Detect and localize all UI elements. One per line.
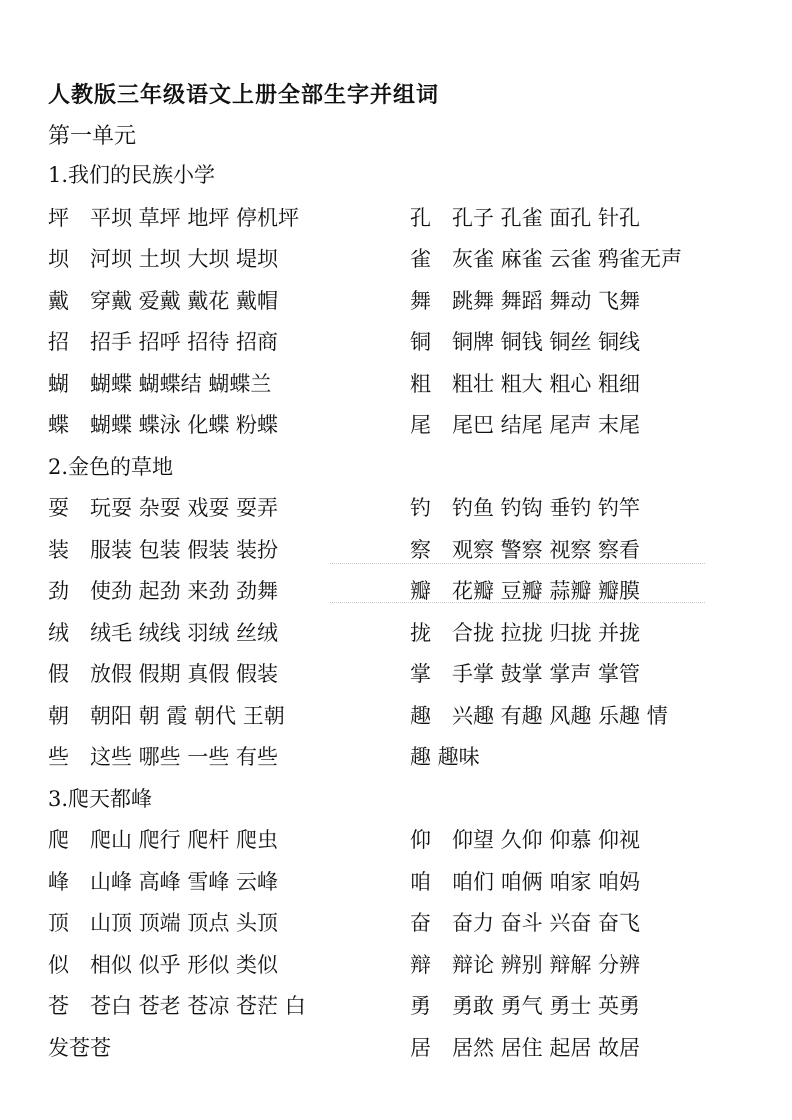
word-row-left: 蝶 蝴蝶 蝶泳 化蝶 粉蝶	[48, 413, 279, 437]
word-row-right: 拢 合拢 拉拢 归拢 并拢	[410, 621, 641, 645]
word-row-right: 铜 铜牌 铜钱 铜丝 铜线	[410, 330, 641, 354]
word-row-left: 劲 使劲 起劲 来劲 劲舞	[48, 579, 279, 603]
word-row-right: 趣 趣味	[410, 745, 480, 769]
dotted-rule	[330, 563, 705, 564]
word-row-left: 戴 穿戴 爱戴 戴花 戴帽	[48, 289, 279, 313]
lesson-3-title: 3.爬天都峰	[48, 787, 153, 811]
word-row-right: 舞 跳舞 舞蹈 舞动 飞舞	[410, 289, 641, 313]
word-row-right: 掌 手掌 鼓掌 掌声 掌管	[410, 662, 641, 686]
word-row-right: 粗 粗壮 粗大 粗心 粗细	[410, 372, 641, 396]
word-row-right: 仰 仰望 久仰 仰慕 仰视	[410, 828, 641, 852]
word-row-right: 辩 辩论 辨别 辩解 分辨	[410, 953, 641, 977]
word-row-right: 勇 勇敢 勇气 勇士 英勇	[410, 994, 641, 1018]
word-row-right: 雀 灰雀 麻雀 云雀 鸦雀无声	[410, 247, 683, 271]
word-row-left: 些 这些 哪些 一些 有些	[48, 745, 279, 769]
word-row-right: 瓣 花瓣 豆瓣 蒜瓣 瓣膜	[410, 579, 641, 603]
word-row-left: 似 相似 似乎 形似 类似	[48, 953, 279, 977]
word-row-right: 孔 孔子 孔雀 面孔 针孔	[410, 206, 641, 230]
word-row-left: 绒 绒毛 绒线 羽绒 丝绒	[48, 621, 279, 645]
word-row-left: 坝 河坝 土坝 大坝 堤坝	[48, 247, 279, 271]
word-row-left: 峰 山峰 高峰 雪峰 云峰	[48, 870, 279, 894]
word-row-right: 钓 钓鱼 钓钩 垂钓 钓竿	[410, 496, 641, 520]
word-row-left: 装 服装 包装 假装 装扮	[48, 538, 279, 562]
word-row-left: 苍 苍白 苍老 苍凉 苍茫 白	[48, 994, 306, 1018]
word-row-left: 爬 爬山 爬行 爬杆 爬虫	[48, 828, 279, 852]
word-row-right: 趣 兴趣 有趣 风趣 乐趣 情	[410, 704, 668, 728]
word-row-left: 顶 山顶 顶端 顶点 头顶	[48, 911, 279, 935]
word-row-right: 居 居然 居住 起居 故居	[410, 1036, 641, 1060]
dotted-rule	[330, 602, 705, 603]
word-row-right: 咱 咱们 咱俩 咱家 咱妈	[410, 870, 641, 894]
page-title: 人教版三年级语文上册全部生字并组词	[48, 82, 440, 108]
word-row-right: 尾 尾巴 结尾 尾声 末尾	[410, 413, 641, 437]
word-row-left: 招 招手 招呼 招待 招商	[48, 330, 279, 354]
word-row-right: 察 观察 警察 视察 察看	[410, 538, 641, 562]
word-row-left: 发苍苍	[48, 1036, 111, 1060]
word-row-left: 蝴 蝴蝶 蝴蝶结 蝴蝶兰	[48, 372, 272, 396]
word-row-right: 奋 奋力 奋斗 兴奋 奋飞	[410, 911, 641, 935]
unit-heading: 第一单元	[48, 124, 137, 149]
word-row-left: 朝 朝阳 朝 霞 朝代 王朝	[48, 704, 285, 728]
word-row-left: 假 放假 假期 真假 假装	[48, 662, 279, 686]
word-row-left: 耍 玩耍 杂耍 戏耍 耍弄	[48, 496, 279, 520]
lesson-2-title: 2.金色的草地	[48, 455, 174, 479]
word-row-left: 坪 平坝 草坪 地坪 停机坪	[48, 206, 300, 230]
lesson-1-title: 1.我们的民族小学	[48, 163, 216, 187]
